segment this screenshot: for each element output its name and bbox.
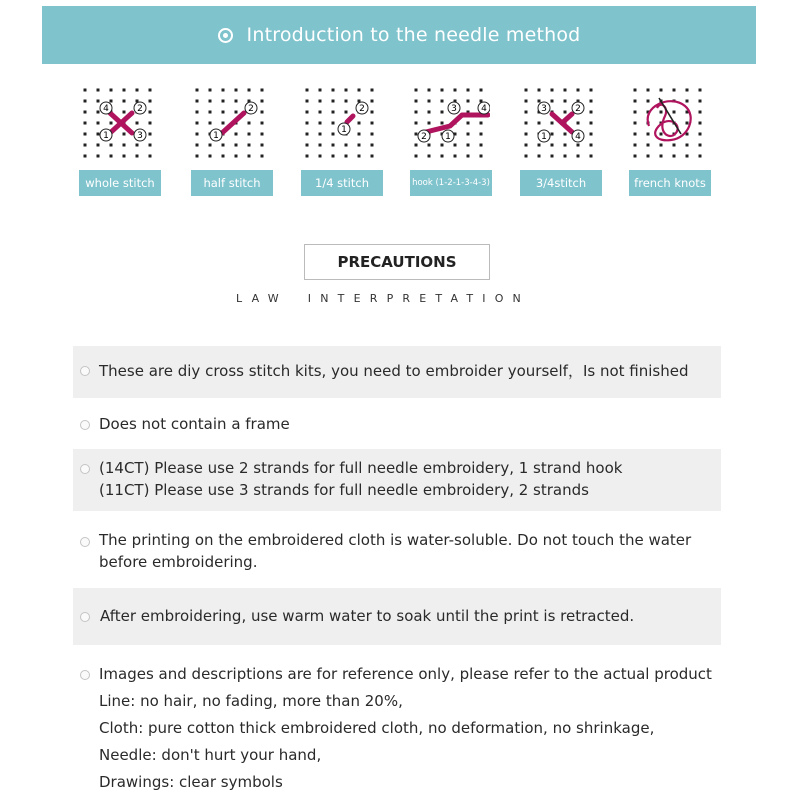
grid-dot	[454, 89, 457, 92]
grid-dot	[634, 122, 637, 125]
grid-dot	[261, 122, 264, 125]
grid-dot	[97, 133, 100, 136]
grid-dot	[551, 100, 554, 103]
grid-dot	[590, 122, 593, 125]
grid-dot	[686, 144, 689, 147]
grid-dot	[332, 111, 335, 114]
grid-dot	[84, 133, 87, 136]
grid-dot	[686, 122, 689, 125]
precautions-title: PRECAUTIONS	[304, 244, 490, 280]
grid-dot	[235, 100, 238, 103]
grid-dot	[319, 133, 322, 136]
grid-dot	[306, 89, 309, 92]
grid-dot	[415, 89, 418, 92]
grid-dot	[590, 133, 593, 136]
grid-dot	[551, 122, 554, 125]
grid-dot	[647, 100, 650, 103]
grid-dot	[454, 155, 457, 158]
grid-dot	[248, 155, 251, 158]
grid-dot	[110, 122, 113, 125]
grid-dot	[647, 89, 650, 92]
grid-dot	[332, 89, 335, 92]
item-line: Drawings: clear symbols	[99, 773, 283, 791]
grid-dot	[538, 144, 541, 147]
grid-dot	[428, 144, 431, 147]
grid-dot	[415, 155, 418, 158]
grid-dot	[306, 122, 309, 125]
grid-dot	[538, 155, 541, 158]
grid-dot	[136, 122, 139, 125]
grid-dot	[319, 100, 322, 103]
grid-dot	[415, 100, 418, 103]
stitch-label: 3/4stitch	[520, 170, 602, 196]
law-interpretation-subtitle	[236, 292, 530, 305]
grid-dot	[441, 100, 444, 103]
grid-dot	[136, 144, 139, 147]
grid-dot	[306, 111, 309, 114]
grid-dot	[428, 122, 431, 125]
grid-dot	[441, 144, 444, 147]
grid-dot	[525, 100, 528, 103]
grid-dot	[235, 111, 238, 114]
grid-dot	[699, 144, 702, 147]
grid-dot	[551, 89, 554, 92]
grid-dot	[136, 155, 139, 158]
grid-dot	[235, 89, 238, 92]
item-line: Images and descriptions are for reference only, please refer to the actual product	[99, 665, 712, 683]
grid-dot	[634, 133, 637, 136]
three-quarter-stitch-diagram	[522, 86, 600, 158]
list-item	[73, 346, 721, 398]
subtitle-interpretation: INTERPRETATION	[307, 292, 530, 305]
stitch-french-knots	[631, 86, 709, 190]
grid-dots	[306, 89, 374, 158]
grid-dot	[123, 89, 126, 92]
grid-dot	[590, 100, 593, 103]
grid-dot	[480, 144, 483, 147]
grid-dot	[248, 133, 251, 136]
grid-dot	[261, 133, 264, 136]
grid-dot	[551, 144, 554, 147]
item-line: The printing on the embroidered cloth is water-soluble. Do not touch the water	[99, 531, 692, 549]
grid-dot	[358, 89, 361, 92]
grid-dot	[415, 122, 418, 125]
grid-dot	[110, 100, 113, 103]
grid-dot	[319, 111, 322, 114]
grid-dot	[673, 155, 676, 158]
grid-dot	[647, 155, 650, 158]
grid-dot	[428, 100, 431, 103]
grid-dot	[222, 144, 225, 147]
grid-dot	[123, 100, 126, 103]
stitch-half	[193, 86, 271, 190]
grid-dot	[235, 144, 238, 147]
grid-dot	[306, 133, 309, 136]
grid-dot	[525, 89, 528, 92]
grid-dot	[332, 133, 335, 136]
grid-dot	[123, 155, 126, 158]
grid-dot	[319, 122, 322, 125]
grid-dot	[371, 155, 374, 158]
grid-dot	[467, 155, 470, 158]
grid-dot	[538, 100, 541, 103]
grid-dot	[590, 144, 593, 147]
grid-dot	[564, 155, 567, 158]
grid-dot	[480, 89, 483, 92]
grid-dot	[248, 122, 251, 125]
grid-dot	[149, 122, 152, 125]
grid-dot	[261, 155, 264, 158]
grid-dot	[634, 155, 637, 158]
bullet-icon	[80, 670, 90, 680]
grid-dot	[590, 155, 593, 158]
grid-dot	[196, 89, 199, 92]
grid-dot	[97, 89, 100, 92]
bullet-icon	[80, 464, 90, 474]
grid-dot	[673, 111, 676, 114]
grid-dot	[525, 155, 528, 158]
grid-dot	[332, 100, 335, 103]
grid-dot	[699, 89, 702, 92]
grid-dot	[306, 144, 309, 147]
stitch-label: 1/4 stitch	[301, 170, 383, 196]
grid-dot	[564, 89, 567, 92]
whole-stitch-diagram	[81, 86, 159, 158]
grid-dot	[686, 155, 689, 158]
grid-dot	[441, 122, 444, 125]
grid-dot	[525, 133, 528, 136]
stitch-label: hook (1-2-1-3-4-3)	[410, 170, 492, 196]
list-item	[73, 658, 721, 798]
svg-text:2: 2	[248, 104, 254, 114]
grid-dot	[551, 155, 554, 158]
grid-dot	[467, 133, 470, 136]
grid-dot	[686, 100, 689, 103]
svg-text:4: 4	[575, 132, 581, 142]
grid-dot	[149, 111, 152, 114]
grid-dot	[332, 155, 335, 158]
grid-dot	[371, 133, 374, 136]
grid-dot	[660, 133, 663, 136]
grid-dot	[97, 144, 100, 147]
hook-stitch-diagram	[412, 86, 490, 158]
svg-text:2: 2	[421, 132, 427, 142]
grid-dot	[319, 89, 322, 92]
grid-dot	[84, 122, 87, 125]
grid-dot	[634, 144, 637, 147]
grid-dot	[306, 155, 309, 158]
grid-dot	[564, 144, 567, 147]
svg-text:2: 2	[575, 104, 581, 114]
list-item	[73, 522, 721, 578]
grid-dot	[634, 100, 637, 103]
svg-text:2: 2	[359, 104, 365, 114]
stitch-three-quarter	[522, 86, 600, 190]
grid-dot	[441, 155, 444, 158]
grid-dot	[149, 155, 152, 158]
svg-text:3: 3	[541, 104, 547, 114]
grid-dot	[660, 155, 663, 158]
grid-dot	[525, 122, 528, 125]
grid-dots	[415, 89, 483, 158]
grid-dot	[345, 111, 348, 114]
grid-dot	[467, 100, 470, 103]
grid-dot	[538, 122, 541, 125]
grid-dot	[415, 111, 418, 114]
grid-dot	[441, 111, 444, 114]
grid-dot	[564, 100, 567, 103]
grid-dot	[209, 144, 212, 147]
grid-dot	[699, 155, 702, 158]
bullet-icon	[80, 366, 90, 376]
grid-dot	[97, 111, 100, 114]
grid-dot	[467, 144, 470, 147]
bullet-icon	[80, 537, 90, 547]
stitch-label: half stitch	[191, 170, 273, 196]
grid-dot	[84, 144, 87, 147]
grid-dot	[345, 100, 348, 103]
grid-dot	[345, 155, 348, 158]
grid-dot	[209, 155, 212, 158]
stitch-quarter	[303, 86, 381, 190]
item-line: (11CT) Please use 3 strands for full needle embroidery, 2 strands	[99, 481, 589, 499]
grid-dot	[699, 133, 702, 136]
list-item	[73, 408, 721, 440]
svg-text:4: 4	[481, 104, 487, 114]
grid-dot	[84, 89, 87, 92]
grid-dot	[110, 144, 113, 147]
grid-dot	[84, 100, 87, 103]
item-line: After embroidering, use warm water to soak until the print is retracted.	[100, 607, 635, 625]
grid-dot	[467, 89, 470, 92]
stitch-label: french knots	[629, 170, 711, 196]
svg-text:1: 1	[541, 132, 547, 142]
item-line: Does not contain a frame	[99, 415, 290, 433]
grid-dot	[428, 89, 431, 92]
grid-dot	[209, 111, 212, 114]
grid-dot	[209, 122, 212, 125]
grid-dot	[673, 89, 676, 92]
grid-dot	[358, 144, 361, 147]
list-item	[73, 588, 721, 645]
grid-dot	[196, 111, 199, 114]
grid-dot	[660, 111, 663, 114]
stitch-whole	[81, 86, 159, 190]
grid-dot	[371, 111, 374, 114]
grid-dot	[699, 122, 702, 125]
grid-dot	[480, 155, 483, 158]
grid-dot	[319, 155, 322, 158]
grid-dot	[196, 155, 199, 158]
grid-dot	[97, 155, 100, 158]
grid-dot	[699, 111, 702, 114]
grid-dot	[319, 144, 322, 147]
grid-dot	[123, 133, 126, 136]
grid-dot	[123, 111, 126, 114]
grid-dot	[84, 111, 87, 114]
grid-dot	[634, 89, 637, 92]
grid-dot	[332, 144, 335, 147]
item-line: Cloth: pure cotton thick embroidered cloth, no deformation, no shrinkage,	[99, 719, 655, 737]
grid-dot	[551, 133, 554, 136]
grid-dot	[97, 100, 100, 103]
grid-dot	[235, 133, 238, 136]
grid-dot	[590, 89, 593, 92]
grid-dot	[196, 122, 199, 125]
grid-dot	[123, 144, 126, 147]
grid-dot	[149, 144, 152, 147]
stitch-hook	[412, 86, 490, 188]
grid-dot	[235, 155, 238, 158]
french-knot-diagram	[631, 86, 709, 158]
grid-dot	[209, 100, 212, 103]
grid-dot	[371, 89, 374, 92]
grid-dot	[209, 89, 212, 92]
grid-dot	[415, 144, 418, 147]
grid-dot	[261, 100, 264, 103]
grid-dot	[660, 89, 663, 92]
grid-dot	[248, 144, 251, 147]
quarter-stitch-diagram	[303, 86, 381, 158]
grid-dot	[136, 89, 139, 92]
grid-dot	[110, 89, 113, 92]
item-line: Line: no hair, no fading, more than 20%,	[99, 692, 403, 710]
stitch-label: whole stitch	[79, 170, 161, 196]
grid-dot	[332, 122, 335, 125]
grid-dot	[590, 111, 593, 114]
grid-dot	[222, 155, 225, 158]
grid-dot	[149, 89, 152, 92]
grid-dot	[248, 89, 251, 92]
grid-dot	[358, 155, 361, 158]
grid-dot	[647, 144, 650, 147]
num-2: 2	[137, 104, 143, 114]
grid-dot	[577, 122, 580, 125]
target-circle-icon	[218, 28, 233, 43]
grid-dot	[428, 111, 431, 114]
header-banner	[42, 6, 756, 64]
grid-dot	[261, 144, 264, 147]
bullet-icon	[80, 612, 90, 622]
grid-dot	[577, 155, 580, 158]
grid-dot	[564, 111, 567, 114]
grid-dot	[634, 111, 637, 114]
svg-text:1: 1	[213, 131, 219, 141]
grid-dot	[345, 89, 348, 92]
grid-dot	[371, 100, 374, 103]
svg-text:3: 3	[451, 104, 457, 114]
grid-dot	[686, 89, 689, 92]
grid-dot	[577, 144, 580, 147]
bullet-icon	[80, 420, 90, 430]
svg-text:1: 1	[341, 125, 347, 135]
grid-dot	[222, 89, 225, 92]
item-line: Needle: don't hurt your hand,	[99, 746, 322, 764]
grid-dot	[261, 111, 264, 114]
grid-dot	[149, 100, 152, 103]
grid-dot	[261, 89, 264, 92]
grid-dot	[196, 100, 199, 103]
grid-dot	[577, 89, 580, 92]
grid-dot	[358, 122, 361, 125]
grid-dot	[371, 144, 374, 147]
grid-dot	[222, 111, 225, 114]
item-line: before embroidering.	[99, 553, 258, 571]
svg-text:1: 1	[445, 132, 451, 142]
grid-dot	[441, 89, 444, 92]
grid-dot	[428, 155, 431, 158]
grid-dot	[454, 144, 457, 147]
grid-dot	[149, 133, 152, 136]
banner-title: Introduction to the needle method	[246, 24, 581, 46]
grid-dot	[110, 155, 113, 158]
list-item	[73, 449, 721, 511]
grid-dot	[647, 133, 650, 136]
num-3: 3	[137, 131, 143, 141]
grid-dot	[84, 155, 87, 158]
grid-dot	[564, 133, 567, 136]
grid-dot	[673, 144, 676, 147]
grid-dot	[345, 144, 348, 147]
grid-dot	[196, 144, 199, 147]
grid-dot	[538, 89, 541, 92]
num-4: 4	[103, 104, 109, 114]
subtitle-law: LAW	[236, 292, 288, 305]
grid-dot	[415, 133, 418, 136]
grid-dot	[358, 133, 361, 136]
grid-dot	[699, 100, 702, 103]
grid-dot	[196, 133, 199, 136]
grid-dot	[480, 133, 483, 136]
grid-dot	[480, 122, 483, 125]
grid-dot	[97, 122, 100, 125]
grid-dot	[525, 144, 528, 147]
grid-dot	[660, 144, 663, 147]
grid-dot	[222, 122, 225, 125]
grid-dot	[222, 100, 225, 103]
grid-dot	[525, 111, 528, 114]
grid-dot	[467, 122, 470, 125]
grid-dot	[371, 122, 374, 125]
half-stitch-diagram	[193, 86, 271, 158]
item-line: (14CT) Please use 2 strands for full needle embroidery, 1 strand hook	[99, 459, 623, 477]
item-line: These are diy cross stitch kits, you need to embroider yourself，Is not finished	[99, 362, 689, 380]
grid-dot	[306, 100, 309, 103]
num-1: 1	[103, 131, 109, 141]
